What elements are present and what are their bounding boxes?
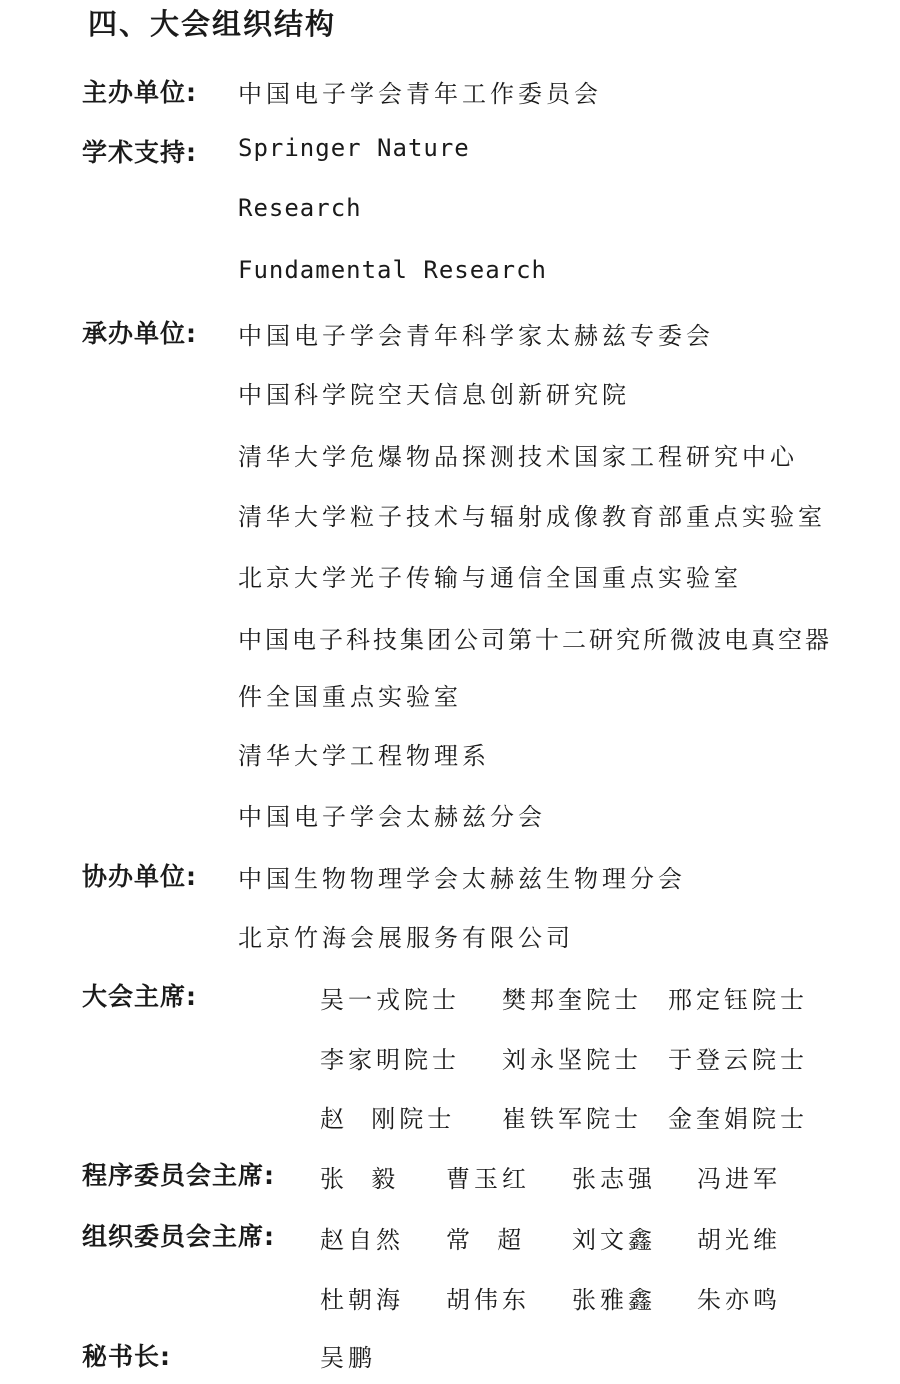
chair-name: 李家明院士	[320, 1046, 460, 1074]
chair-name: 刘永坚院士	[502, 1046, 642, 1074]
sponsor-item: 中国电子学会青年工作委员会	[238, 80, 602, 108]
organizer-item: 中国电子学会太赫兹分会	[238, 803, 546, 831]
organizing-chair-name: 朱亦鸣	[697, 1286, 781, 1314]
organizing-chair-name: 常 超	[446, 1226, 526, 1254]
organizer-item: 清华大学工程物理系	[238, 742, 490, 770]
academic-support-item: Research	[238, 194, 362, 222]
organizing-chairs-label: 组织委员会主席:	[82, 1222, 275, 1251]
organizer-item: 件全国重点实验室	[238, 683, 462, 711]
organizer-label: 承办单位:	[82, 319, 197, 348]
organizer-item: 北京大学光子传输与通信全国重点实验室	[238, 564, 742, 592]
chair-name: 吴一戎院士	[320, 986, 460, 1014]
chairs-label: 大会主席:	[82, 982, 197, 1011]
organizing-chair-name: 杜朝海	[320, 1286, 404, 1314]
secretary-general-label: 秘书长:	[82, 1342, 171, 1371]
chair-name: 崔铁军院士	[502, 1105, 642, 1133]
organizer-item: 中国电子学会青年科学家太赫兹专委会	[238, 322, 714, 350]
program-chair-name: 张志强	[572, 1165, 656, 1193]
chair-name: 邢定钰院士	[668, 986, 808, 1014]
organizing-chair-name: 胡光维	[697, 1226, 781, 1254]
secretary-general-name: 吴鹏	[320, 1344, 376, 1372]
academic-support-label: 学术支持:	[82, 138, 197, 167]
organizer-item: 清华大学危爆物品探测技术国家工程研究中心	[238, 443, 798, 471]
program-chair-name: 张 毅	[320, 1165, 400, 1193]
organizer-item: 中国科学院空天信息创新研究院	[238, 381, 630, 409]
chair-name: 樊邦奎院士	[502, 986, 642, 1014]
organizing-chair-name: 赵自然	[320, 1226, 404, 1254]
co-organizer-label: 协办单位:	[82, 862, 197, 891]
organizer-item: 清华大学粒子技术与辐射成像教育部重点实验室	[238, 503, 826, 531]
academic-support-item: Springer Nature	[238, 134, 470, 162]
page-title: 四、大会组织结构	[88, 7, 337, 41]
organizer-item: 中国电子科技集团公司第十二研究所微波电真空器	[238, 626, 832, 654]
organizing-chair-name: 刘文鑫	[572, 1226, 656, 1254]
organizing-chair-name: 张雅鑫	[572, 1286, 656, 1314]
organizing-chair-name: 胡伟东	[446, 1286, 530, 1314]
chair-name: 于登云院士	[668, 1046, 808, 1074]
program-chair-name: 冯进军	[697, 1165, 781, 1193]
chair-name: 金奎娟院士	[668, 1105, 808, 1133]
program-chair-name: 曹玉红	[446, 1165, 530, 1193]
academic-support-item: Fundamental Research	[238, 256, 547, 284]
sponsor-label: 主办单位:	[82, 78, 197, 107]
program-chairs-label: 程序委员会主席:	[82, 1161, 275, 1190]
chair-name: 赵 刚院士	[320, 1105, 456, 1133]
co-organizer-item: 北京竹海会展服务有限公司	[238, 924, 574, 952]
co-organizer-item: 中国生物物理学会太赫兹生物理分会	[238, 865, 686, 893]
